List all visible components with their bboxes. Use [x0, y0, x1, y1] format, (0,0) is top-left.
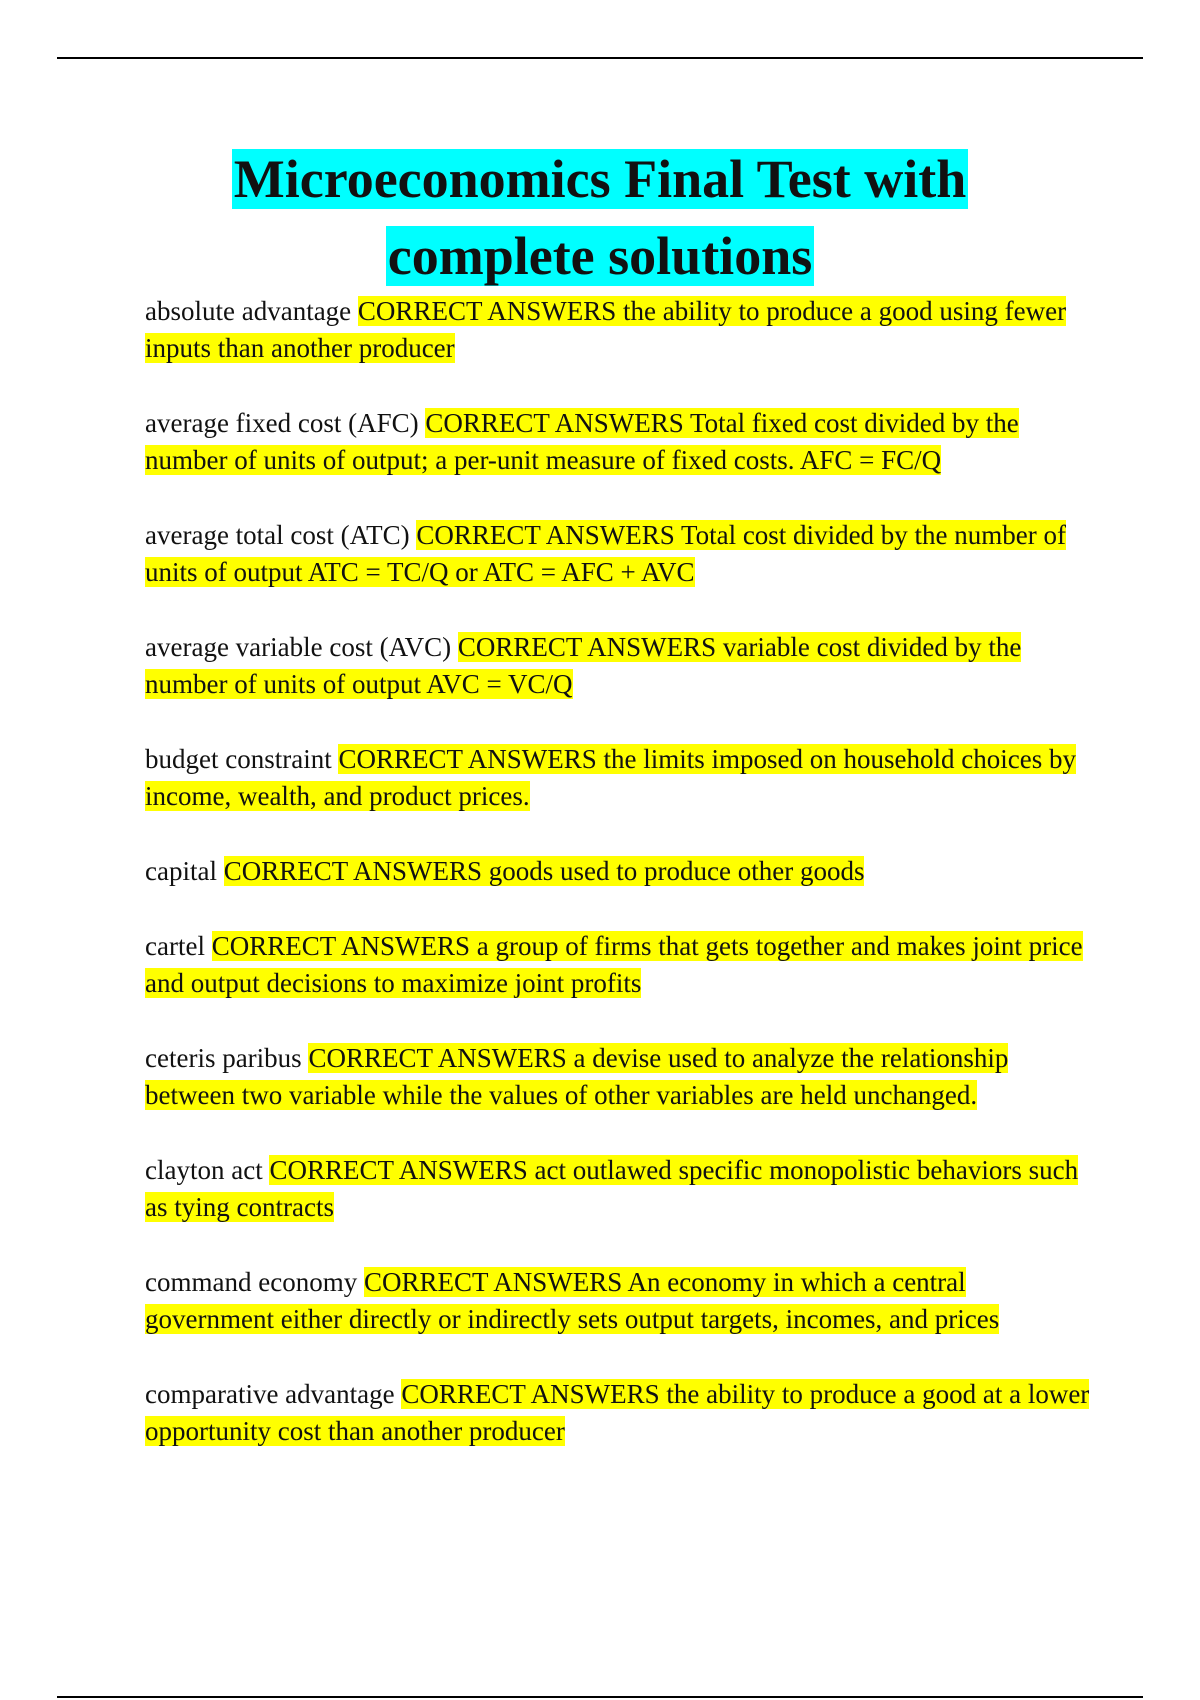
top-rule: [57, 57, 1143, 59]
entry-answer: CORRECT ANSWERS goods used to produce other goods: [223, 856, 865, 886]
document-title: [100, 141, 1100, 295]
glossary-list: [145, 293, 1090, 1488]
glossary-entry: [145, 1152, 1090, 1226]
entry-term: clayton act: [145, 1155, 263, 1185]
entry-answer: CORRECT ANSWERS the limits imposed on household choices by income, wealth, and product prices.: [145, 744, 1076, 811]
glossary-entry: [145, 293, 1090, 367]
entry-term: ceteris paribus: [145, 1043, 302, 1073]
entry-answer: CORRECT ANSWERS a devise used to analyze the relationship between two variable while the values of other variables are held unchanged.: [145, 1043, 1009, 1110]
glossary-entry: [145, 1376, 1090, 1450]
entry-term: average fixed cost (AFC): [145, 408, 419, 438]
title-line-2: complete solutions: [387, 226, 813, 286]
entry-answer: CORRECT ANSWERS An economy in which a central government either directly or indirectly sets output targets, incomes, and prices: [145, 1267, 1000, 1334]
entry-term: cartel: [145, 931, 205, 961]
entry-answer: CORRECT ANSWERS a group of firms that gets together and makes joint price and output decisions to maximize joint profits: [145, 931, 1083, 998]
entry-term: command economy: [145, 1267, 358, 1297]
entry-term: absolute advantage: [145, 296, 352, 326]
glossary-entry: [145, 517, 1090, 591]
entry-answer: CORRECT ANSWERS Total cost divided by the number of units of output ATC = TC/Q or ATC = AFC + AVC: [145, 520, 1067, 587]
glossary-entry: [145, 1040, 1090, 1114]
entry-answer: CORRECT ANSWERS variable cost divided by the number of units of output AVC = VC/Q: [145, 632, 1022, 699]
entry-term: average variable cost (AVC): [145, 632, 452, 662]
title-line-1: Microeconomics Final Test with: [233, 149, 967, 209]
entry-answer: CORRECT ANSWERS the ability to produce a good at a lower opportunity cost than another producer: [145, 1379, 1090, 1446]
glossary-entry: [145, 741, 1090, 815]
bottom-rule: [57, 1696, 1143, 1698]
entry-term: average total cost (ATC): [145, 520, 410, 550]
glossary-entry: [145, 928, 1090, 1002]
entry-term: budget constraint: [145, 744, 332, 774]
glossary-entry: [145, 853, 1090, 890]
entry-answer: CORRECT ANSWERS act outlawed specific monopolistic behaviors such as tying contracts: [145, 1155, 1079, 1222]
glossary-entry: [145, 405, 1090, 479]
glossary-entry: [145, 1264, 1090, 1338]
entry-answer: CORRECT ANSWERS Total fixed cost divided by the number of units of output; a per-unit measure of fixed costs. AFC = FC/Q: [145, 408, 1019, 475]
entry-term: comparative advantage: [145, 1379, 395, 1409]
entry-term: capital: [145, 856, 217, 886]
glossary-entry: [145, 629, 1090, 703]
entry-answer: CORRECT ANSWERS the ability to produce a good using fewer inputs than another producer: [145, 296, 1067, 363]
